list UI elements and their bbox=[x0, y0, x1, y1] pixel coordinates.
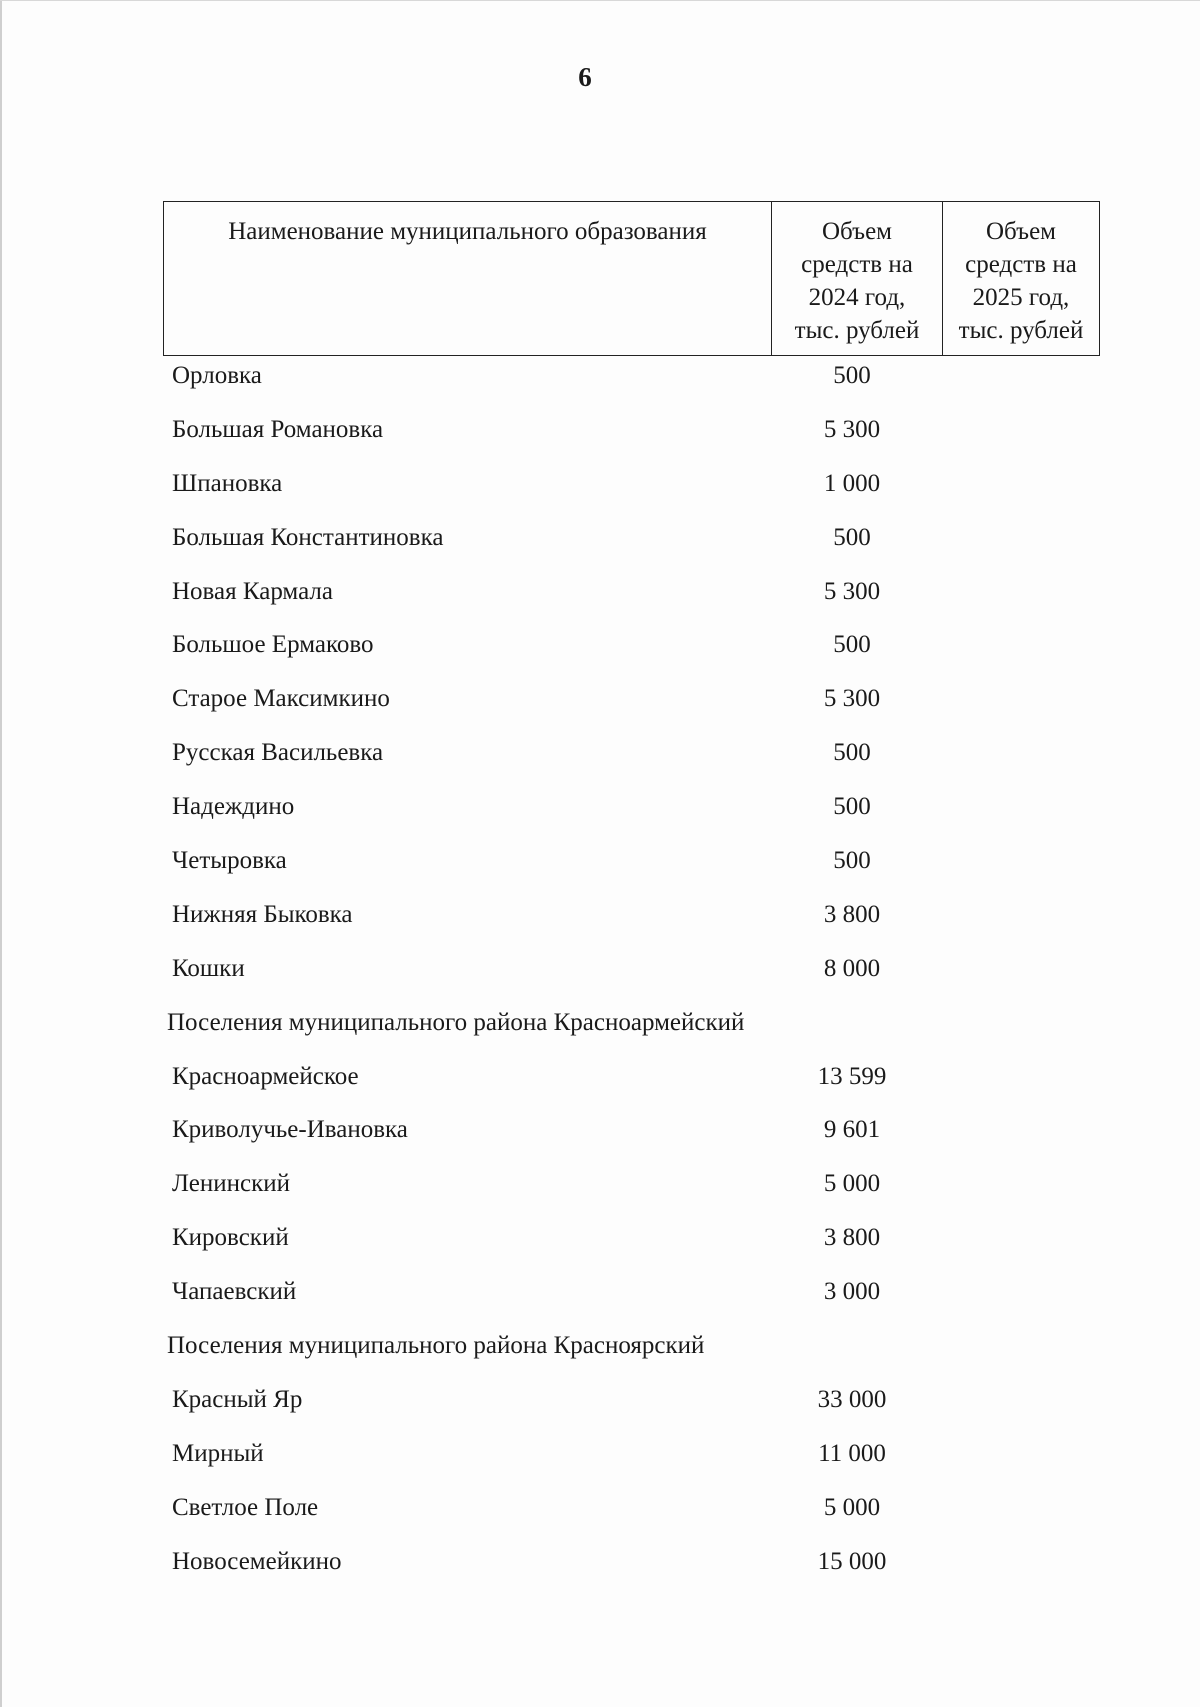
table-row bbox=[0, 901, 1200, 955]
municipality-name: Большая Константиновка bbox=[172, 523, 444, 551]
header-2025-line: тыс. рублей bbox=[958, 317, 1084, 344]
header-2025-line: средств на bbox=[965, 251, 1077, 278]
amount-2024: 500 bbox=[833, 523, 871, 551]
page-number-text: 6 bbox=[578, 62, 592, 92]
municipality-name: Криволучье-Ивановка bbox=[172, 1116, 408, 1144]
amount-2024: 500 bbox=[833, 631, 871, 659]
amount-2024: 33 000 bbox=[817, 1385, 887, 1413]
amount-2024: 5 000 bbox=[823, 1170, 881, 1198]
municipality-name: Мирный bbox=[172, 1439, 264, 1467]
table-row bbox=[0, 470, 1200, 524]
amount-2024: 15 000 bbox=[817, 1547, 887, 1575]
municipality-name: Русская Васильевка bbox=[172, 739, 384, 767]
municipality-name: Шпановка bbox=[172, 469, 283, 497]
municipality-name: Орловка bbox=[172, 362, 262, 389]
municipality-name: Четыровка bbox=[172, 847, 287, 875]
municipality-name: Чапаевский bbox=[172, 1278, 297, 1306]
table-row bbox=[0, 416, 1200, 470]
table-row bbox=[0, 362, 1200, 416]
amount-2024: 1 000 bbox=[823, 469, 881, 497]
table-row bbox=[0, 955, 1200, 1009]
header-name-label: Наименование муниципального образования bbox=[228, 218, 707, 245]
section-heading-row bbox=[0, 1332, 1200, 1386]
header-2025-line: 2025 год, bbox=[972, 284, 1070, 311]
table-row bbox=[0, 631, 1200, 685]
amount-2024: 5 300 bbox=[823, 685, 881, 713]
section-heading: Поселения муниципального района Красноярский bbox=[167, 1332, 705, 1360]
amount-2024: 8 000 bbox=[823, 954, 881, 982]
amount-2024: 3 000 bbox=[823, 1278, 881, 1306]
amount-2024: 500 bbox=[833, 847, 871, 875]
table-row bbox=[0, 1063, 1200, 1117]
header-2025-line: Объем bbox=[986, 218, 1056, 245]
municipality-name: Светлое Поле bbox=[172, 1493, 319, 1521]
table-row bbox=[0, 578, 1200, 632]
municipality-name: Кошки bbox=[172, 954, 245, 982]
table-row bbox=[0, 1440, 1200, 1494]
header-2024-line: Объем bbox=[822, 218, 892, 245]
table-header-row bbox=[164, 202, 1100, 356]
table-row bbox=[0, 685, 1200, 739]
municipality-name: Красный Яр bbox=[172, 1385, 303, 1413]
amount-2024: 9 601 bbox=[823, 1116, 881, 1144]
municipality-name: Большая Романовка bbox=[172, 415, 384, 443]
section-heading-row bbox=[0, 1009, 1200, 1063]
amount-2024: 5 000 bbox=[823, 1493, 881, 1521]
amount-2024: 3 800 bbox=[823, 1224, 881, 1252]
municipality-name: Новая Кармала bbox=[172, 577, 333, 605]
municipality-name: Ленинский bbox=[172, 1170, 291, 1198]
table-row bbox=[0, 1224, 1200, 1278]
table-row bbox=[0, 1170, 1200, 1224]
header-2024-column bbox=[772, 202, 943, 356]
table-row bbox=[0, 524, 1200, 578]
municipality-name: Надеждино bbox=[172, 793, 295, 821]
amount-2024: 11 000 bbox=[818, 1439, 886, 1467]
table-row bbox=[0, 1386, 1200, 1440]
municipality-name: Новосемейкино bbox=[172, 1547, 342, 1575]
amount-2024: 13 599 bbox=[817, 1062, 887, 1090]
header-2024-line: 2024 год, bbox=[808, 284, 906, 311]
municipality-name: Старое Максимкино bbox=[172, 685, 390, 713]
header-2024-line: тыс. рублей bbox=[794, 317, 920, 344]
header-2024-line: средств на bbox=[801, 251, 913, 278]
table-row bbox=[0, 1494, 1200, 1548]
amount-2024: 500 bbox=[833, 793, 871, 821]
municipality-name: Большое Ермаково bbox=[172, 631, 374, 659]
municipality-name: Нижняя Быковка bbox=[172, 900, 353, 928]
header-name-column bbox=[164, 202, 772, 356]
municipality-name: Кировский bbox=[172, 1224, 289, 1252]
section-heading: Поселения муниципального района Красноармейский bbox=[167, 1008, 745, 1036]
table-body bbox=[0, 362, 1200, 1601]
header-2025-column bbox=[943, 202, 1100, 356]
table-row bbox=[0, 1116, 1200, 1170]
table-row bbox=[0, 847, 1200, 901]
table-row bbox=[0, 793, 1200, 847]
amount-2024: 500 bbox=[833, 362, 871, 389]
page-number bbox=[0, 62, 1200, 93]
table-header bbox=[163, 201, 1100, 356]
table-row bbox=[0, 1548, 1200, 1602]
table-row bbox=[0, 739, 1200, 793]
municipality-name: Красноармейское bbox=[172, 1062, 359, 1090]
scan-top-edge bbox=[0, 0, 1200, 1]
amount-2024: 500 bbox=[833, 739, 871, 767]
table-row bbox=[0, 1278, 1200, 1332]
amount-2024: 5 300 bbox=[823, 577, 881, 605]
amount-2024: 3 800 bbox=[823, 900, 881, 928]
amount-2024: 5 300 bbox=[823, 415, 881, 443]
